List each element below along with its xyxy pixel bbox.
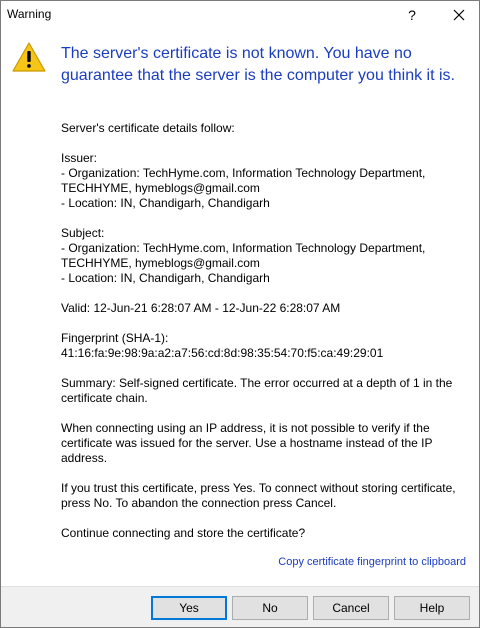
cancel-button[interactable]: Cancel (313, 596, 389, 620)
warning-triangle-icon (11, 41, 47, 73)
details-intro: Server's certificate details follow: (61, 121, 235, 135)
window-title: Warning (7, 7, 52, 21)
copy-fingerprint-link[interactable]: Copy certificate fingerprint to clipboard (278, 556, 466, 568)
title-bar (1, 1, 479, 29)
close-button[interactable] (441, 1, 477, 29)
title-help-button[interactable]: ? (408, 7, 416, 23)
fingerprint: Fingerprint (SHA-1): 41:16:fa:9e:98:9a:a2:a7:56:cd:8d:98:35:54:70:f5:ca:49:29:01 (61, 331, 384, 360)
issuer-details: Issuer: - Organization: TechHyme.com, Information Technology Department, TECHHYME, hymeblogs@gmail.com - Location: IN, Chandigarh, Chandigarh (61, 151, 426, 210)
button-bar (1, 586, 479, 627)
help-button[interactable]: Help (394, 596, 470, 620)
ip-address-note: When connecting using an IP address, it is not possible to verify if the certificate was issued for the server. Use a hostname instead of the IP address. (61, 421, 433, 465)
dialog-headline: The server's certificate is not known. You have no guarantee that the server is the computer you think it is. (61, 45, 455, 84)
instructions-text: If you trust this certificate, press Yes. To connect without storing certificate, press No. To abandon the connection press Cancel. (61, 481, 456, 510)
summary-text: Summary: Self-signed certificate. The error occurred at a depth of 1 in the certificate chain. (61, 376, 453, 405)
yes-button[interactable]: Yes (151, 596, 227, 620)
continue-question: Continue connecting and store the certificate? (61, 526, 306, 540)
close-icon (453, 9, 465, 21)
validity-period: Valid: 12-Jun-21 6:28:07 AM - 12-Jun-22 6:28:07 AM (61, 301, 341, 315)
no-button[interactable]: No (232, 596, 308, 620)
subject-details: Subject: - Organization: TechHyme.com, Information Technology Department, TECHHYME, hymeblogs@gmail.com - Location: IN, Chandigarh, Chandigarh (61, 226, 426, 285)
certificate-details (61, 121, 475, 556)
